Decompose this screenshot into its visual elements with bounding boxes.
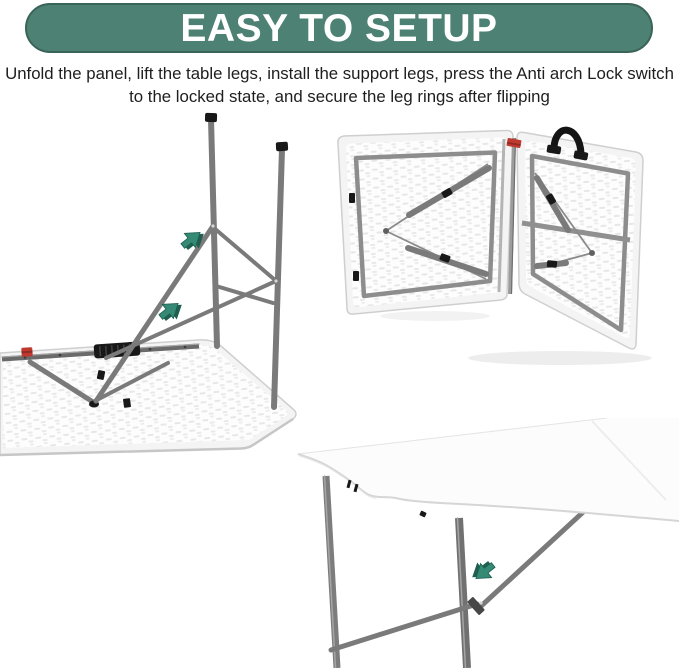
unfolded-table-photo — [0, 112, 300, 464]
left-folded-panel — [335, 125, 520, 320]
edge-clip — [419, 510, 427, 517]
leg-foot-cap — [547, 260, 558, 268]
lock-latch-red-icon — [21, 347, 33, 357]
arrow-down-left-icon — [467, 556, 499, 587]
figure-folded-open-table — [325, 115, 655, 373]
floor-shadow — [380, 311, 490, 321]
leg-end-cap — [276, 142, 288, 152]
figure-unfolded-table — [0, 112, 300, 464]
banner-title: EASY TO SETUP — [180, 6, 498, 50]
leg-end-cap — [205, 113, 217, 122]
description-line-2: to the locked state, and secure the leg rings after flipping — [129, 86, 550, 106]
folded-table-photo — [325, 115, 655, 373]
floor-shadow — [468, 351, 652, 365]
setup-description — [0, 63, 679, 108]
tabletop — [298, 418, 679, 521]
banner — [25, 3, 653, 53]
description-line-1: Unfold the panel, lift the table legs, install the support legs, press the Anti arch Lock switch — [5, 64, 674, 83]
assembled-table-photo — [290, 418, 679, 668]
edge-clip — [353, 271, 359, 281]
leg-ring-clip — [123, 398, 131, 408]
edge-clip — [349, 193, 355, 203]
right-folded-panel — [515, 130, 650, 355]
figure-assembled-table — [290, 418, 679, 668]
edge-clip — [347, 480, 352, 489]
tabletop-underside — [0, 312, 300, 464]
